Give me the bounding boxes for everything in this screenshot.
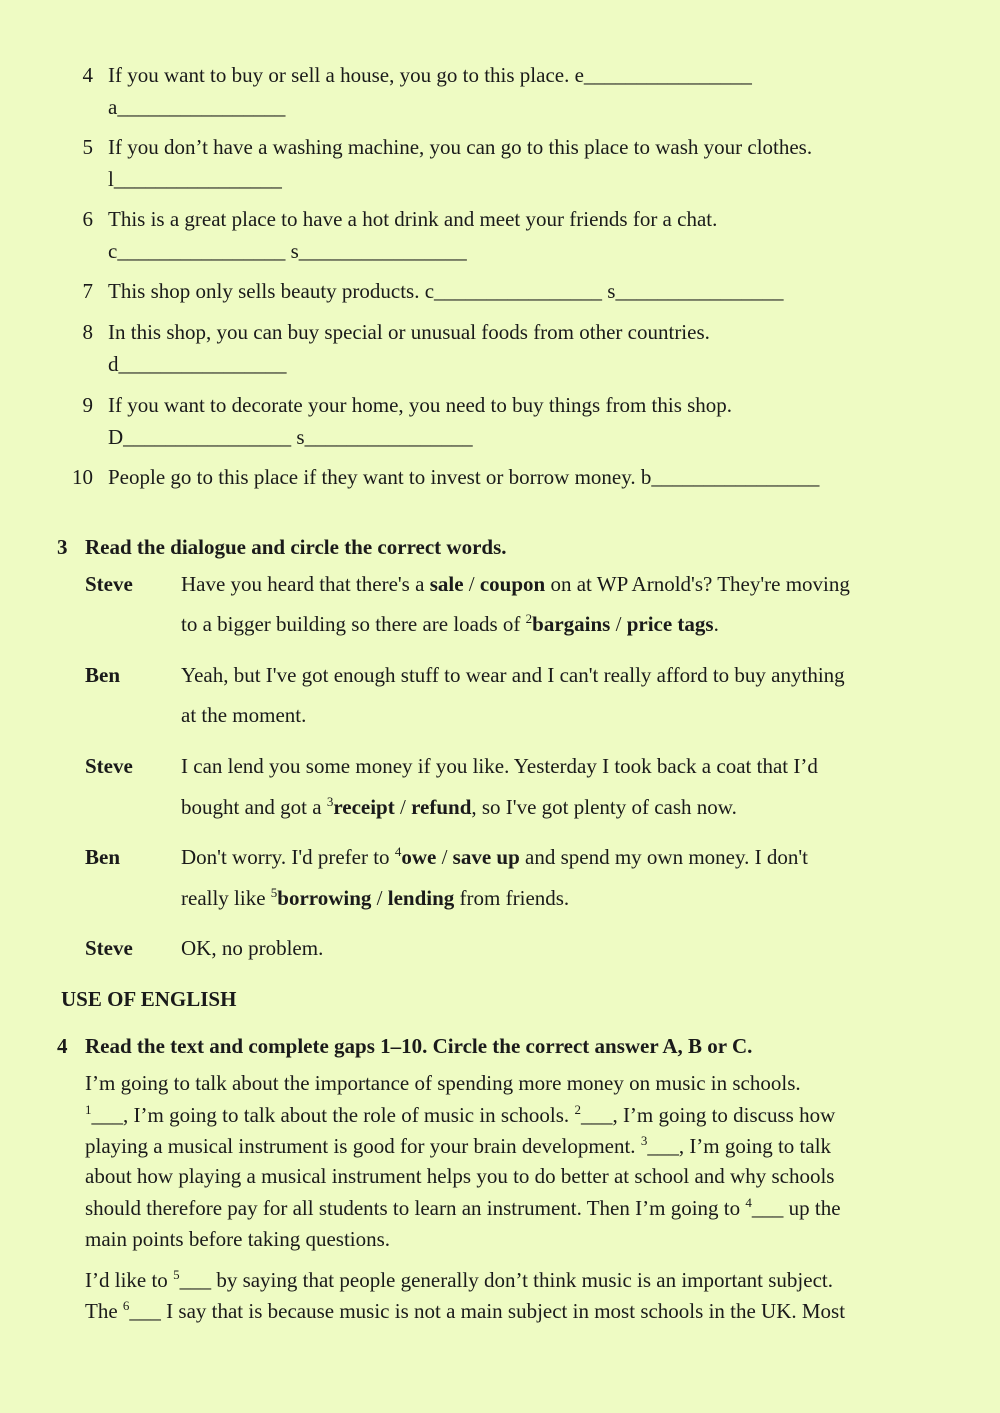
item-answer-line: D________________ s________________ <box>108 425 473 449</box>
gap-number: 5 <box>270 885 278 900</box>
item-text: If you don’t have a washing machine, you can go to this place to wash your clothes. <box>108 135 813 159</box>
word-option[interactable]: bargains <box>532 612 611 636</box>
text-line: The $^6$___ I say that is because music is not a main subject in most schools in the UK. Most <box>85 1298 846 1323</box>
dialogue-line: Yeah, but I've got enough stuff to wear and I can't really afford to buy anything <box>181 663 845 687</box>
gap-number: 3 <box>640 1133 648 1148</box>
dialogue-line: OK, no problem. <box>181 936 324 960</box>
text-line: main points before taking questions. <box>85 1227 391 1251</box>
gap-number: 3 <box>326 794 334 809</box>
item-answer-line: d________________ <box>108 352 287 376</box>
item-number: 4 <box>82 63 93 87</box>
speaker-name: Steve <box>85 936 133 960</box>
word-option[interactable]: coupon <box>479 572 546 596</box>
dialogue-line: Have you heard that there's a sale / coupon on at WP Arnold's? They're moving <box>181 572 850 596</box>
dialogue-line: really like $^5$borrowing / lending from friends. <box>181 885 570 910</box>
item-text: This shop only sells beauty products. c________________ s________________ <box>108 279 784 303</box>
speaker-name: Ben <box>85 663 121 687</box>
speaker-name: Steve <box>85 572 133 596</box>
gap-number: 2 <box>525 611 533 626</box>
dialogue-line: Don't worry. I'd prefer to $^4$owe / save up and spend my own money. I don't <box>181 844 808 869</box>
text-line: playing a musical instrument is good for your brain development. $^3$___, I’m going to talk <box>85 1133 832 1158</box>
text-line: I’d like to $^5$___ by saying that people generally don’t think music is an important subject. <box>85 1267 833 1292</box>
dialogue-line: to a bigger building so there are loads of $^2$bargains / price tags. <box>181 611 719 636</box>
word-option[interactable]: save up <box>452 845 520 869</box>
item-text: People go to this place if they want to invest or borrow money. b________________ <box>108 465 820 489</box>
gap-number: 4 <box>745 1195 752 1210</box>
speaker-name: Ben <box>85 845 121 869</box>
text-line: I’m going to talk about the importance of spending more money on music in schools. <box>85 1071 801 1095</box>
item-number: 8 <box>82 320 93 344</box>
exercise-instruction: Read the dialogue and circle the correct words. <box>85 535 507 559</box>
word-option[interactable]: receipt <box>333 795 395 819</box>
item-number: 6 <box>82 207 93 231</box>
word-option[interactable]: owe <box>401 845 437 869</box>
gap-number: 6 <box>122 1298 130 1313</box>
text-line: about how playing a musical instrument helps you to do better at school and why schools <box>85 1164 835 1188</box>
word-option[interactable]: sale <box>429 572 464 596</box>
text-line: $^1$___, I’m going to talk about the role of music in schools. $^2$___, I’m going to discuss how <box>85 1102 836 1127</box>
dialogue-line: bought and got a $^3$receipt / refund, so I've got plenty of cash now. <box>181 794 737 819</box>
item-answer-line: l________________ <box>108 167 282 191</box>
item-number: 10 <box>72 465 93 489</box>
gap-number: 2 <box>574 1102 581 1117</box>
item-number: 7 <box>82 279 93 303</box>
section-title: USE OF ENGLISH <box>61 987 237 1011</box>
gap-number: 4 <box>394 844 402 859</box>
item-answer-line: c________________ s________________ <box>108 239 467 263</box>
word-option[interactable]: refund <box>411 795 472 819</box>
exercise-number: 4 <box>57 1034 68 1058</box>
speaker-name: Steve <box>85 754 133 778</box>
item-answer-line: a________________ <box>108 95 286 119</box>
item-text: If you want to decorate your home, you need to buy things from this shop. <box>108 393 733 417</box>
word-option[interactable]: borrowing <box>277 886 372 910</box>
word-option[interactable]: lending <box>387 886 455 910</box>
item-text: In this shop, you can buy special or unusual foods from other countries. <box>108 320 710 344</box>
text-line: should therefore pay for all students to learn an instrument. Then I’m going to $^4$___ up the <box>85 1195 841 1220</box>
item-text: If you want to buy or sell a house, you go to this place. e________________ <box>108 63 752 87</box>
gap-number: 5 <box>173 1267 180 1282</box>
dialogue-line: I can lend you some money if you like. Yesterday I took back a coat that I’d <box>181 754 818 778</box>
exercise-instruction: Read the text and complete gaps 1–10. Circle the correct answer A, B or C. <box>85 1034 753 1058</box>
exercise-number: 3 <box>57 535 68 559</box>
item-number: 5 <box>82 135 93 159</box>
gap-number: 1 <box>85 1102 92 1117</box>
item-number: 9 <box>82 393 93 417</box>
item-text: This is a great place to have a hot drink and meet your friends for a chat. <box>108 207 718 231</box>
dialogue-line: at the moment. <box>181 703 307 727</box>
word-option[interactable]: price tags <box>626 612 714 636</box>
